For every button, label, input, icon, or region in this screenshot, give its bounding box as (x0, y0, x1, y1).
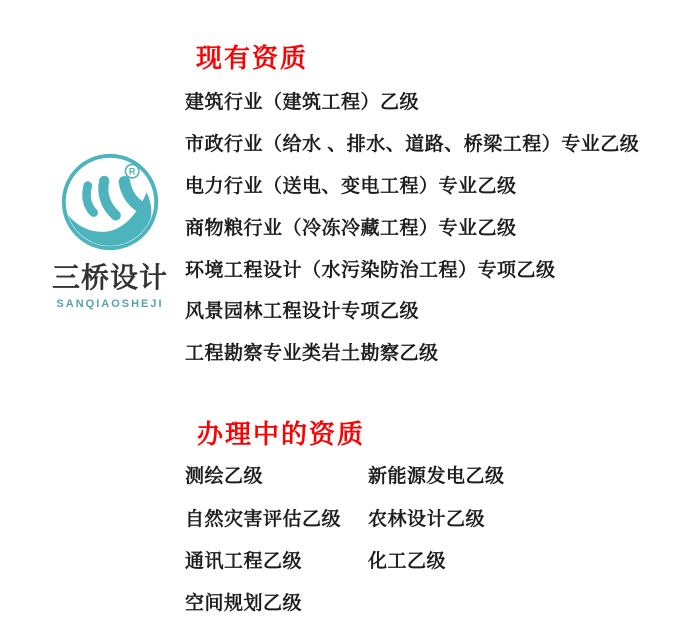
pending-qualification-item: 新能源发电乙级 (368, 466, 505, 487)
svg-text:R: R (128, 166, 136, 177)
company-logo (50, 150, 170, 310)
qualification-item: 商物粮行业（冷冻冷藏工程）专业乙级 (185, 218, 517, 239)
pending-qualification-item: 自然灾害评估乙级 (185, 509, 342, 530)
logo-company-name-pinyin: SANQIAOSHEJI (56, 298, 164, 310)
registered-mark-icon (125, 164, 138, 177)
pending-qualifications-title: 办理中的资质 (197, 420, 366, 449)
qualification-item: 风景园林工程设计专项乙级 (185, 301, 420, 322)
qualification-item: 建筑行业（建筑工程）乙级 (185, 92, 420, 113)
qualification-item: 市政行业（给水 、排水、道路、桥梁工程）专业乙级 (185, 134, 640, 155)
pending-qualification-item: 通讯工程乙级 (185, 551, 303, 572)
existing-qualifications-title: 现有资质 (196, 44, 309, 73)
pending-qualification-item: 测绘乙级 (185, 466, 264, 487)
logo-company-name: 三桥设计 (51, 262, 168, 293)
pending-qualification-item: 农林设计乙级 (368, 509, 486, 530)
pending-qualification-item: 空间规划乙级 (185, 593, 303, 614)
qualification-item: 电力行业（送电、变电工程）专业乙级 (185, 176, 517, 197)
qualification-item: 工程勘察专业类岩土勘察乙级 (185, 343, 439, 364)
qualification-item: 环境工程设计（水污染防治工程）专项乙级 (185, 260, 556, 281)
pending-qualification-item: 化工乙级 (368, 551, 447, 572)
wave-logo-icon (58, 150, 162, 254)
